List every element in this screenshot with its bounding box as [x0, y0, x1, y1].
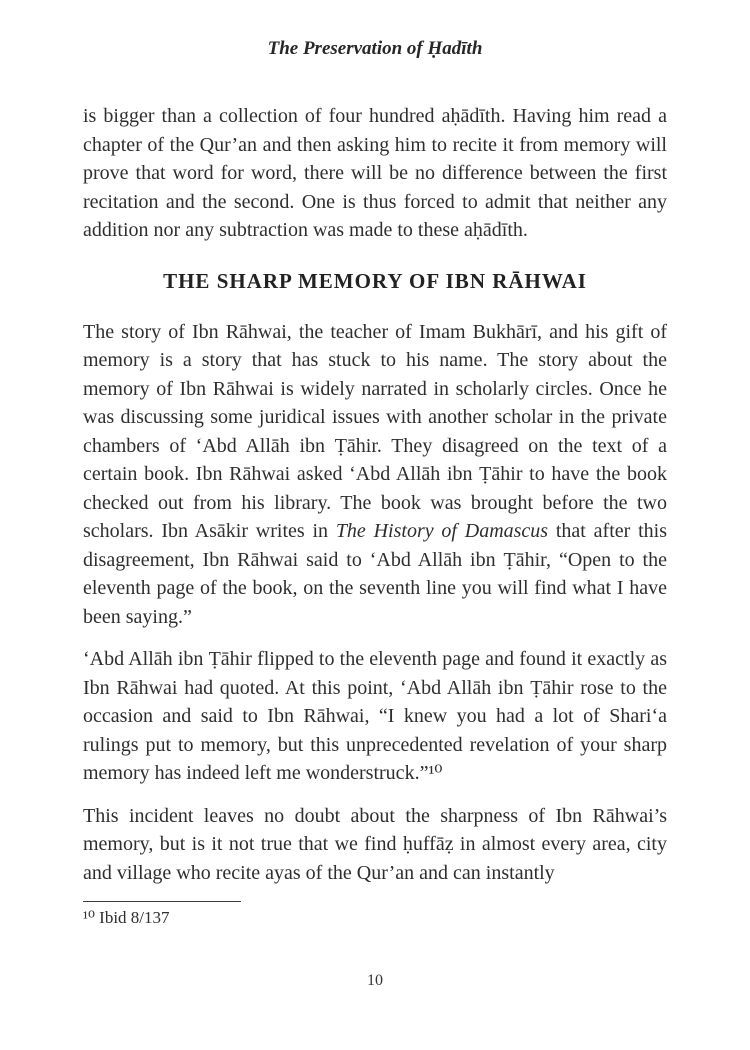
text-block — [83, 102, 667, 929]
paragraph-continuation: is bigger than a collection of four hundred aḥādīth. Having him read a chapter of the Qur’an and then asking him to recite it from memory will prove that word for word, there will be no difference between the first recitation and the second. One is thus forced to admit that neither any addition nor any subtraction was made to these aḥādīth. — [83, 105, 667, 241]
paragraph-quote: ‘Abd Allāh ibn Ṭāhir flipped to the eleventh page and found it exactly as Ibn Rāhwai had quoted. At this point, ‘Abd Allāh ibn Ṭāhir rose to the occasion and said to Ibn Rāhwai, “I knew you had a lot of Shari‘a rulings put to memory, but this unprecedented revelation of your sharp memory has indeed left me wonderstruck.”¹⁰ — [83, 648, 667, 784]
section-heading: THE SHARP MEMORY OF IBN RĀHWAI — [163, 268, 587, 293]
paragraph-story: The story of Ibn Rāhwai, the teacher of Imam Bukhārī, and his gift of memory is a story that has stuck to his name. The story about the memory of Ibn Rāhwai is widely narrated in scholarly circles. Once he was discussing some juridical issues with another scholar in the private chambers of ‘Abd Allāh ibn Ṭāhir. They disagreed on the text of a certain book. Ibn Rāhwai asked ‘Abd Allāh ibn Ṭāhir to have the book checked out from his library. The book was brought before the two scholars. Ibn Asākir writes in The History of Damascus that after this disagreement, Ibn Rāhwai said to ‘Abd Allāh ibn Ṭāhir, “Open to the eleventh page of the book, on the seventh line you will find what I have been saying.” — [83, 320, 667, 628]
paragraph-closing: This incident leaves no doubt about the sharpness of Ibn Rāhwai’s memory, but is it not true that we find ḥuffāẓ in almost every area, city and village who recite ayas of the Qur’an and can instantly — [83, 804, 667, 884]
running-head: The Preservation of Ḥadīth — [267, 38, 483, 59]
footnote-rule — [83, 901, 241, 902]
footnote: ¹⁰ Ibid 8/137 — [83, 908, 170, 927]
page-number: 10 — [367, 972, 383, 989]
